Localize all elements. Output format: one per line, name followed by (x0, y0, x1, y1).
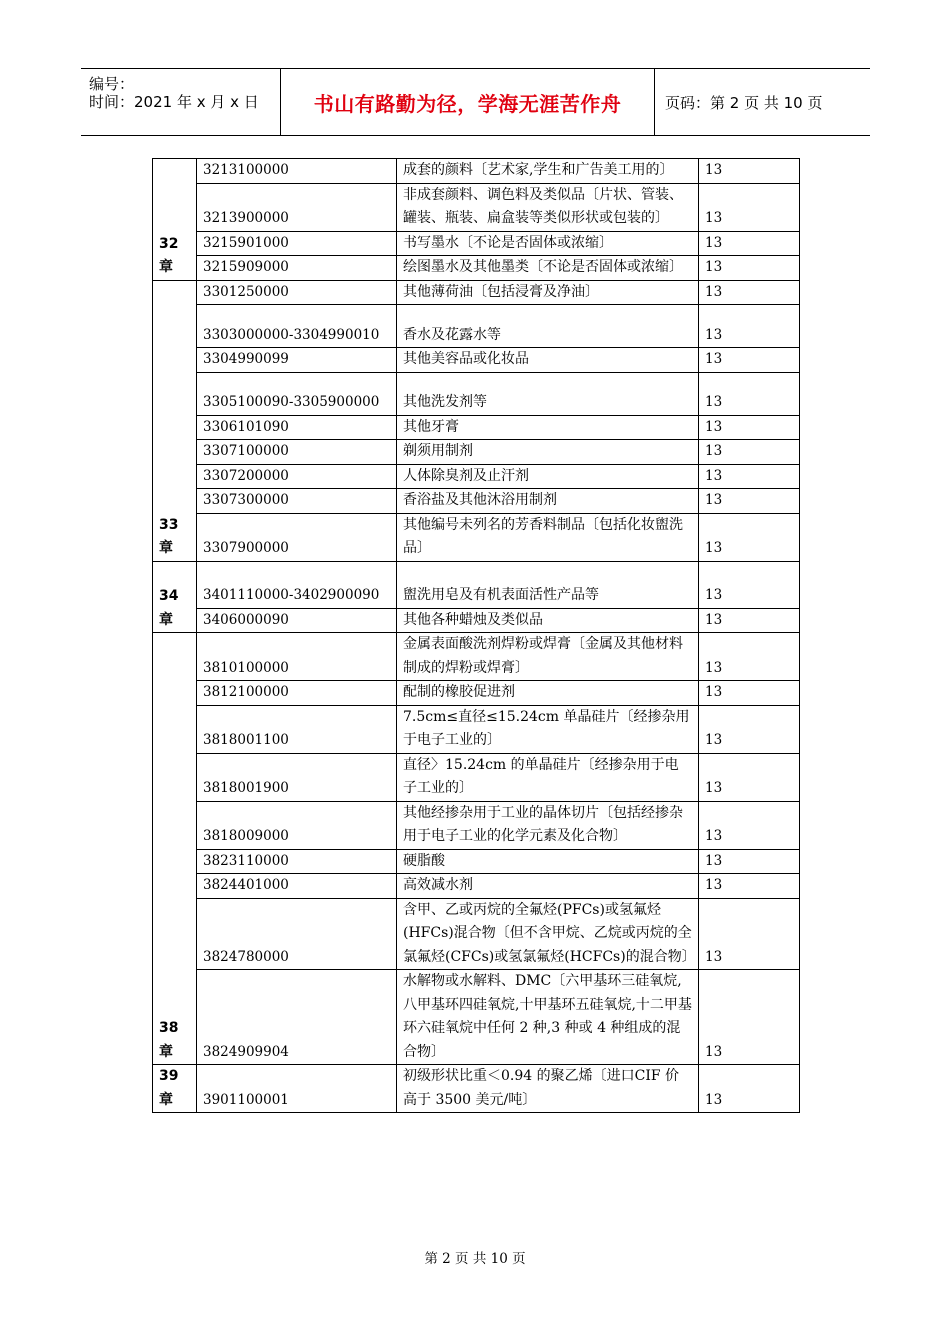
code-cell: 3401110000-3402900090 (197, 561, 397, 608)
code-cell: 3303000000-3304990010 (197, 305, 397, 348)
code-cell: 3824401000 (197, 874, 397, 899)
code-cell: 3213100000 (197, 159, 397, 184)
header-motto (281, 69, 655, 135)
table-row (153, 681, 800, 706)
desc-cell: 直径〉15.24cm 的单晶硅片〔经掺杂用于电子工业的〕 (397, 753, 699, 801)
table-row (153, 561, 800, 608)
code-cell: 3215909000 (197, 256, 397, 281)
rate-cell: 13 (699, 280, 800, 305)
rate-cell: 13 (699, 415, 800, 440)
code-cell: 3307100000 (197, 440, 397, 465)
table-row (153, 305, 800, 348)
header-meta (81, 69, 281, 135)
code-cell: 3213900000 (197, 183, 397, 231)
code-cell: 3818009000 (197, 801, 397, 849)
desc-cell: 香浴盐及其他沐浴用制剂 (397, 489, 699, 514)
chapter-cell: 33 章 (153, 280, 197, 561)
table-row (153, 970, 800, 1065)
rate-cell: 13 (699, 705, 800, 753)
table-row (153, 608, 800, 633)
number-label: 编号： (89, 75, 135, 93)
code-cell: 3823110000 (197, 849, 397, 874)
desc-cell: 其他编号未列名的芳香料制品〔包括化妆盥洗品〕 (397, 513, 699, 561)
desc-cell: 初级形状比重＜0.94 的聚乙烯〔进口CIF 价高于 3500 美元/吨〕 (397, 1065, 699, 1113)
page-header (81, 68, 870, 136)
rate-cell: 13 (699, 348, 800, 373)
rate-cell: 13 (699, 183, 800, 231)
rate-cell: 13 (699, 898, 800, 970)
code-cell: 3301250000 (197, 280, 397, 305)
rate-cell: 13 (699, 561, 800, 608)
desc-cell: 含甲、乙或丙烷的全氟烃(PFCs)或氢氟烃(HFCs)混合物〔但不含甲烷、乙烷或丙烷的全氯氟烃(CFCs)或氢氯氟烃(HCFCs)的混合物〕 (397, 898, 699, 970)
chapter-cell: 32 章 (153, 159, 197, 281)
rate-cell: 13 (699, 440, 800, 465)
code-cell: 3305100090-3305900000 (197, 372, 397, 415)
table-row (153, 440, 800, 465)
table-row (153, 898, 800, 970)
rate-cell: 13 (699, 970, 800, 1065)
desc-cell: 香水及花露水等 (397, 305, 699, 348)
code-cell: 3306101090 (197, 415, 397, 440)
table-row (153, 705, 800, 753)
desc-cell: 其他薄荷油〔包括浸膏及净油〕 (397, 280, 699, 305)
desc-cell: 高效减水剂 (397, 874, 699, 899)
table-row (153, 464, 800, 489)
rate-cell: 13 (699, 513, 800, 561)
desc-cell: 其他洗发剂等 (397, 372, 699, 415)
page-footer: 第 2 页 共 10 页 (424, 1251, 526, 1267)
table-row (153, 280, 800, 305)
table-row (153, 1065, 800, 1113)
code-cell: 3215901000 (197, 231, 397, 256)
table-row (153, 415, 800, 440)
rate-cell: 13 (699, 305, 800, 348)
desc-cell: 水解物或水解料、DMC〔六甲基环三硅氧烷,八甲基环四硅氧烷,十甲基环五硅氧烷,十二甲基环六硅氧烷中任何 2 种,3 种或 4 种组成的混合物〕 (397, 970, 699, 1065)
rate-cell: 13 (699, 489, 800, 514)
table-row (153, 753, 800, 801)
table-row (153, 372, 800, 415)
motto-text: 书山有路勤为径，学海无涯苦作舟 (313, 91, 622, 116)
rate-cell: 13 (699, 753, 800, 801)
code-cell: 3812100000 (197, 681, 397, 706)
desc-cell: 其他美容品或化妆品 (397, 348, 699, 373)
desc-cell: 金属表面酸洗剂焊粉或焊膏〔金属及其他材料制成的焊粉或焊膏〕 (397, 633, 699, 681)
rate-cell: 13 (699, 256, 800, 281)
desc-cell: 剃须用制剂 (397, 440, 699, 465)
chapter-cell: 39 章 (153, 1065, 197, 1113)
code-cell: 3406000090 (197, 608, 397, 633)
desc-cell: 绘图墨水及其他墨类〔不论是否固体或浓缩〕 (397, 256, 699, 281)
table-row (153, 231, 800, 256)
desc-cell: 盥洗用皂及有机表面活性产品等 (397, 561, 699, 608)
table-row (153, 874, 800, 899)
rate-cell: 13 (699, 464, 800, 489)
rate-cell: 13 (699, 231, 800, 256)
rate-cell: 13 (699, 1065, 800, 1113)
code-cell: 3818001900 (197, 753, 397, 801)
table-row (153, 801, 800, 849)
rate-cell: 13 (699, 874, 800, 899)
rate-cell: 13 (699, 681, 800, 706)
table-row (153, 513, 800, 561)
table-row (153, 348, 800, 373)
desc-cell: 其他经掺杂用于工业的晶体切片〔包括经掺杂用于电子工业的化学元素及化合物〕 (397, 801, 699, 849)
time-label: 时间：2021 年 x 月 x 日 (89, 93, 259, 111)
code-cell: 3810100000 (197, 633, 397, 681)
rate-cell: 13 (699, 633, 800, 681)
code-cell: 3901100001 (197, 1065, 397, 1113)
rate-cell: 13 (699, 608, 800, 633)
rate-cell: 13 (699, 372, 800, 415)
desc-cell: 其他牙膏 (397, 415, 699, 440)
table-row (153, 489, 800, 514)
desc-cell: 书写墨水〔不论是否固体或浓缩〕 (397, 231, 699, 256)
rate-cell: 13 (699, 801, 800, 849)
desc-cell: 人体除臭剂及止汗剂 (397, 464, 699, 489)
table-row (153, 849, 800, 874)
desc-cell: 硬脂酸 (397, 849, 699, 874)
table-row (153, 159, 800, 184)
table-row (153, 633, 800, 681)
chapter-cell: 34 章 (153, 561, 197, 633)
code-cell: 3304990099 (197, 348, 397, 373)
header-page-info: 页码：第 2 页 共 10 页 (665, 93, 823, 112)
table-row (153, 183, 800, 231)
table-row (153, 256, 800, 281)
code-cell: 3307900000 (197, 513, 397, 561)
code-cell: 3824909904 (197, 970, 397, 1065)
code-cell: 3818001100 (197, 705, 397, 753)
code-cell: 3307200000 (197, 464, 397, 489)
desc-cell: 7.5cm≤直径≤15.24cm 单晶硅片〔经掺杂用于电子工业的〕 (397, 705, 699, 753)
rate-cell: 13 (699, 849, 800, 874)
desc-cell: 其他各种蜡烛及类似品 (397, 608, 699, 633)
desc-cell: 非成套颜料、调色料及类似品〔片状、管装、罐装、瓶装、扁盒装等类似形状或包装的〕 (397, 183, 699, 231)
code-cell: 3824780000 (197, 898, 397, 970)
tariff-table (152, 158, 800, 1113)
rate-cell: 13 (699, 159, 800, 184)
chapter-cell: 38 章 (153, 633, 197, 1065)
code-cell: 3307300000 (197, 489, 397, 514)
desc-cell: 成套的颜料〔艺术家,学生和广告美工用的〕 (397, 159, 699, 184)
desc-cell: 配制的橡胶促进剂 (397, 681, 699, 706)
